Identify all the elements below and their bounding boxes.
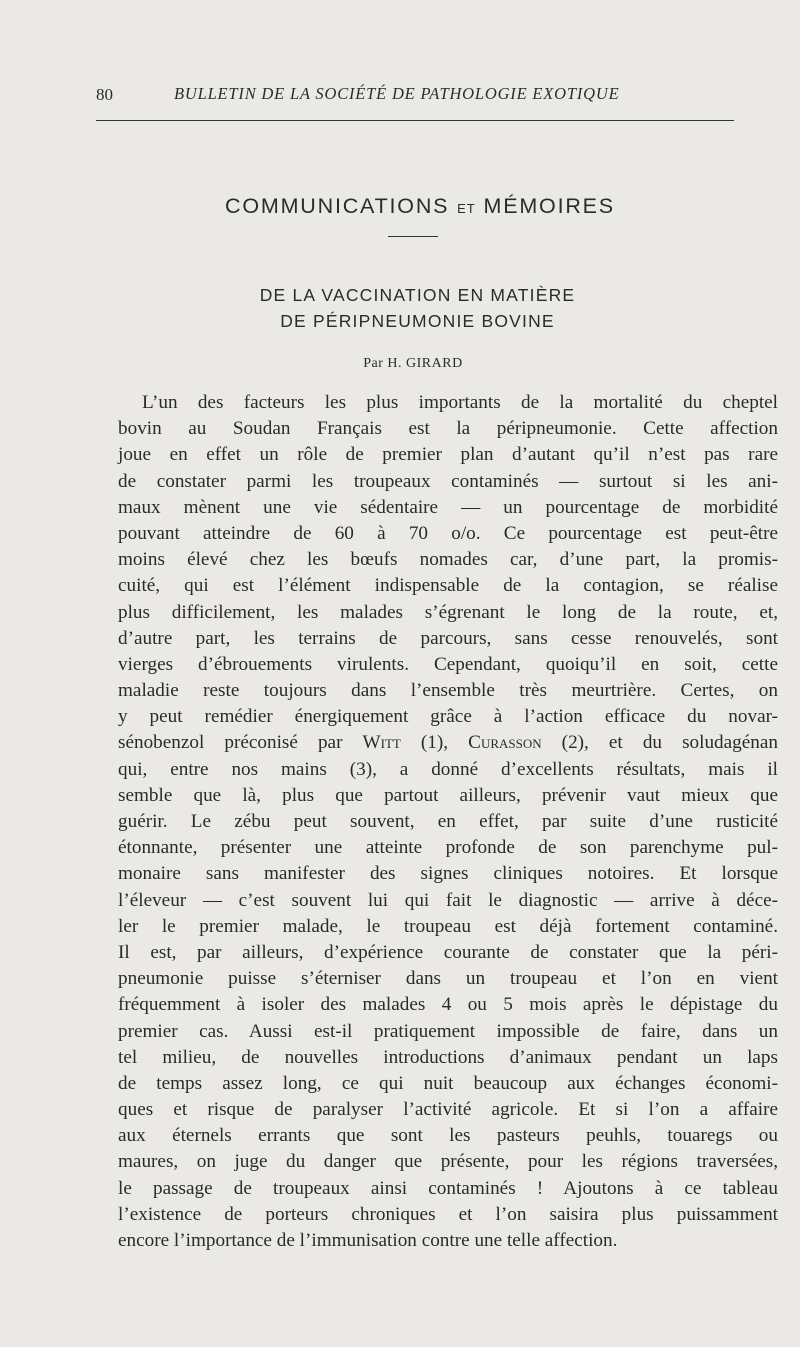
body-line: aux éternels errants que sont les pasteurs peuhls, touaregs ou (118, 1125, 778, 1147)
body-line: de constater parmi les troupeaux contaminés — surtout si les ani- (118, 470, 778, 492)
reference-curasson: Curasson (468, 732, 542, 754)
body-line: y peut remédier énergiquement grâce à l’action efficace du novar- (118, 706, 778, 728)
article-title-line-2: DE PÉRIPNEUMONIE BOVINE (280, 311, 555, 331)
body-line: pouvant atteindre de 60 à 70 o/o. Ce pourcentage est peut-être (118, 522, 778, 544)
journal-title: BULLETIN DE LA SOCIÉTÉ DE PATHOLOGIE EXOTIQUE (174, 84, 620, 103)
section-heading-connector: ET (457, 201, 476, 216)
body-line: fréquemment à isoler des malades 4 ou 5 mois après le dépistage du (118, 994, 778, 1016)
body-line: maladie reste toujours dans l’ensemble très meurtrière. Certes, on (118, 680, 778, 702)
body-line: Il est, par ailleurs, d’expérience courante de constater que la péri- (118, 941, 778, 963)
section-divider (388, 236, 438, 237)
section-heading-part1: COMMUNICATIONS (225, 194, 450, 218)
body-line: bovin au Soudan Français est la péripneumonie. Cette affection (118, 418, 778, 440)
body-line: encore l’importance de l’immunisation contre une telle affection. (118, 1230, 618, 1251)
body-line: plus difficilement, les malades s’égrenant le long de la route, et, (118, 601, 778, 623)
body-line: joue en effet un rôle de premier plan d’autant qu’il n’est pas rare (118, 444, 778, 466)
body-line: l’éleveur — c’est souvent lui qui fait le diagnostic — arrive à déce- (118, 889, 778, 911)
body-line: maures, on juge du danger que présente, pour les régions traversées, (118, 1151, 778, 1173)
reference-witt: Witt (362, 732, 401, 754)
body-line: L’un des facteurs les plus importants de la mortalité du cheptel (142, 392, 778, 413)
page-number: 80 (96, 85, 113, 104)
body-line: pneumonie puisse s’éterniser dans un troupeau et l’on en vient (118, 968, 778, 990)
body-line: d’autre part, les terrains de parcours, sans cesse renouvelés, sont (118, 627, 778, 649)
body-line: ques et risque de paralyser l’activité agricole. Et si l’on a affaire (118, 1099, 778, 1121)
section-heading-part2: MÉMOIRES (483, 194, 615, 218)
body-line-start: sénobenzol préconisé par (118, 732, 363, 754)
article-body (118, 390, 778, 1254)
body-line: maux mènent une vie sédentaire — un pourcentage de morbidité (118, 496, 778, 518)
body-line: ler le premier malade, le troupeau est déjà fortement contaminé. (118, 915, 778, 937)
body-line: premier cas. Aussi est-il pratiquement impossible de faire, dans un (118, 1020, 778, 1042)
body-line: qui, entre nos mains (3), a donné d’excellents résultats, mais il (118, 758, 778, 780)
body-line: le passage de troupeaux ainsi contaminés ! Ajoutons à ce tableau (118, 1177, 778, 1199)
body-line: l’existence de porteurs chroniques et l’on saisira plus puissamment (118, 1203, 778, 1225)
header-rule (96, 120, 734, 121)
reference-curasson-tail: (2), et du soludagénan (541, 732, 778, 754)
body-line: guérir. Le zébu peut souvent, en effet, par suite d’une rusticité (118, 811, 778, 832)
running-head (96, 83, 736, 107)
body-line: étonnante, présenter une atteinte profonde de son parenchyme pul- (118, 837, 778, 859)
body-line: monaire sans manifester des signes cliniques notoires. Et lorsque (118, 863, 778, 885)
body-line: moins élevé chez les bœufs nomades car, d’une part, la promis- (118, 549, 778, 571)
section-heading (0, 194, 800, 219)
body-line: vierges d’ébrouements virulents. Cependant, quoiqu’il en soit, cette (118, 653, 778, 675)
body-line: tel milieu, de nouvelles introductions d’animaux pendant un laps (118, 1046, 778, 1068)
body-line: semble que là, plus que partout ailleurs, prévenir vaut mieux que (118, 784, 778, 806)
body-line: de temps assez long, ce qui nuit beaucoup aux échanges économi- (118, 1072, 778, 1094)
article-title-line-1: DE LA VACCINATION EN MATIÈRE (259, 285, 576, 305)
body-line: cuité, qui est l’élément indispensable de la contagion, se réalise (118, 575, 778, 597)
body-line-with-references (118, 730, 778, 756)
reference-witt-number: (1), (400, 732, 469, 754)
author-byline: Par H. GIRARD (363, 356, 463, 371)
